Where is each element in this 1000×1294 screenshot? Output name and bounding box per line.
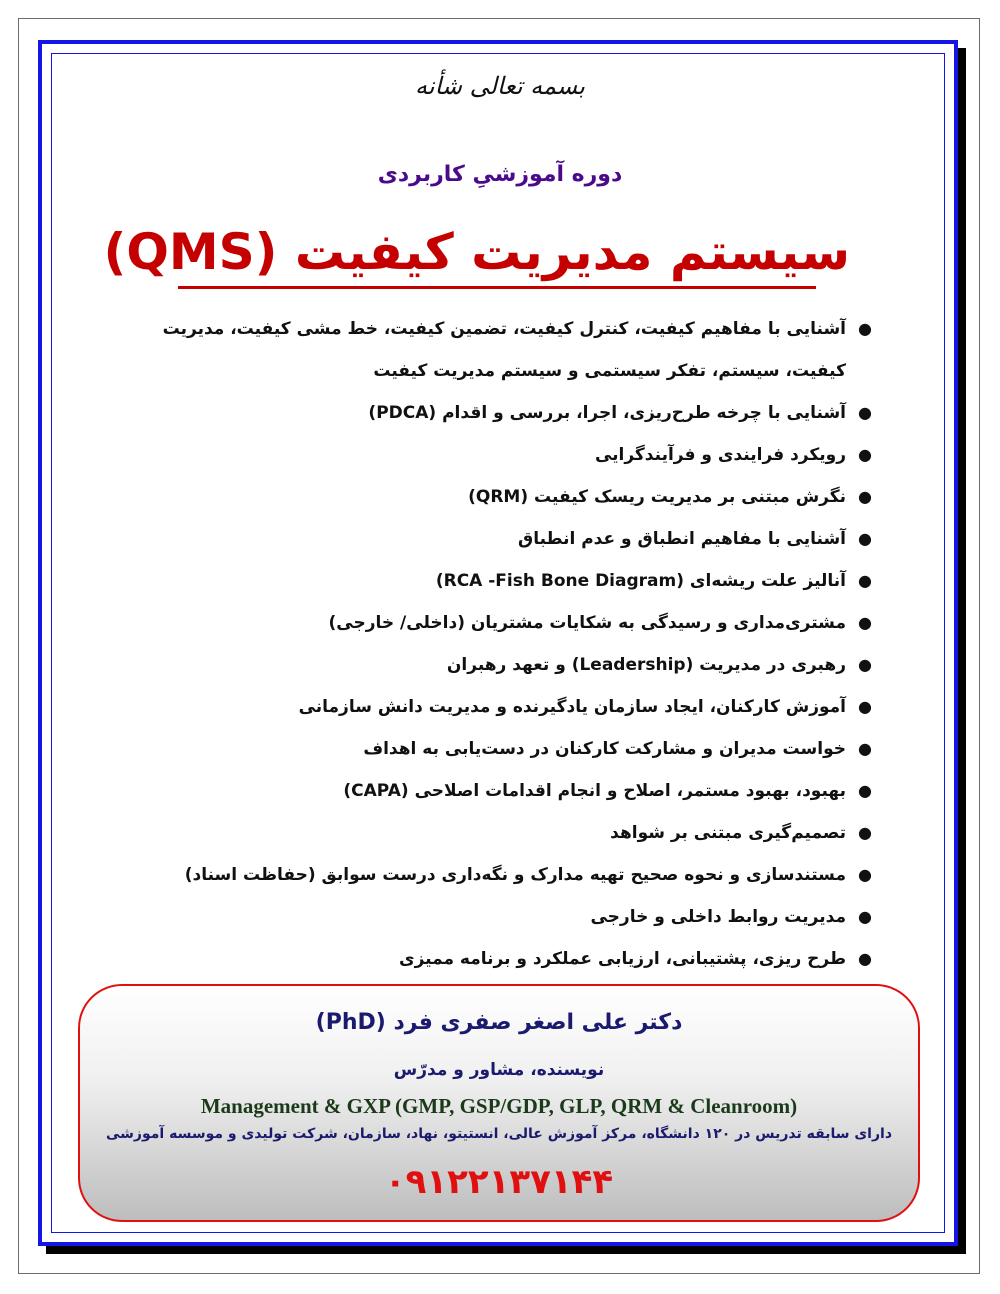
topic-item	[112, 434, 872, 476]
bullet-icon: ●	[858, 823, 872, 842]
course-title: سیستم مدیریت کیفیت (QMS)	[103, 223, 850, 281]
topic-text: آموزش کارکنان، ایجاد سازمان یادگیرنده و مدیریت دانش سازمانی	[298, 697, 846, 717]
course-subtitle: دوره آموزشیِ کاربردی	[377, 162, 623, 187]
topic-item	[112, 392, 872, 434]
instructor-fields: Management & GXP (GMP, GSP/GDP, GLP, QRM & Cleanroom)	[200, 1094, 798, 1118]
topic-text: آشنایی با مفاهیم کیفیت، کنترل کیفیت، تضمین کیفیت، خط مشی کیفیت، مدیریت کیفیت، سیستم، تفکر سیستمی و سیستم مدیریت کیفیت	[162, 319, 846, 381]
topic-text: طرح ریزی، پشتیبانی، ارزیابی عملکرد و برنامه ممیزی	[398, 949, 846, 969]
topic-text: آنالیز علت ریشه‌ای (RCA -Fish Bone Diagram)	[435, 571, 846, 591]
topic-item	[112, 308, 872, 392]
instructor-name: دکتر علی اصغر صفری فرد (PhD)	[315, 1010, 683, 1035]
topic-item	[112, 896, 872, 938]
contact-phone[interactable]: ۰۹۱۲۲۱۳۷۱۴۴	[384, 1162, 614, 1202]
topic-text: آشنایی با مفاهیم انطباق و عدم انطباق	[518, 529, 846, 549]
bullet-icon: ●	[858, 697, 872, 716]
bullet-icon: ●	[858, 781, 872, 800]
topic-text: مشتری‌مداری و رسیدگی به شکایات مشتریان (داخلی/ خارجی)	[328, 613, 846, 633]
bullet-icon: ●	[858, 529, 872, 548]
bullet-icon: ●	[858, 865, 872, 884]
bullet-icon: ●	[858, 319, 872, 338]
instructor-box	[78, 984, 920, 1222]
bullet-icon: ●	[858, 487, 872, 506]
bullet-icon: ●	[858, 403, 872, 422]
topic-item	[112, 602, 872, 644]
bullet-icon: ●	[858, 655, 872, 674]
topic-text: آشنایی با چرخه طرح‌ریزی، اجرا، بررسی و اقدام (PDCA)	[368, 403, 846, 423]
topic-text: رویکرد فرایندی و فرآیندگرایی	[594, 445, 846, 465]
bullet-icon: ●	[858, 949, 872, 968]
bullet-icon: ●	[858, 445, 872, 464]
topic-item	[112, 854, 872, 896]
bullet-icon: ●	[858, 739, 872, 758]
topic-item	[112, 560, 872, 602]
topic-item	[112, 728, 872, 770]
topic-item	[112, 518, 872, 560]
basmala-heading: بسمه تعالی شأنه	[415, 72, 585, 100]
topic-item	[112, 812, 872, 854]
topic-text: مستندسازی و نحوه صحیح تهیه مدارک و نگه‌داری درست سوابق (حفاظت اسناد)	[184, 865, 846, 885]
topic-text: رهبری در مدیریت (Leadership) و تعهد رهبران	[446, 655, 846, 675]
topic-item	[112, 476, 872, 518]
topic-text: مدیریت روابط داخلی و خارجی	[590, 907, 846, 927]
topic-item	[112, 770, 872, 812]
bullet-icon: ●	[858, 613, 872, 632]
topic-text: خواست مدیران و مشارکت کارکنان در دست‌یابی به اهداف	[363, 739, 846, 759]
bullet-icon: ●	[858, 571, 872, 590]
topic-item	[112, 644, 872, 686]
topic-item	[112, 938, 872, 980]
course-topic-list	[112, 308, 872, 980]
topic-text: نگرش مبتنی بر مدیریت ریسک کیفیت (QRM)	[468, 487, 846, 507]
topic-text: بهبود، بهبود مستمر، اصلاح و انجام اقدامات اصلاحی (CAPA)	[343, 781, 846, 801]
instructor-experience: دارای سابقه تدریس در ۱۲۰ دانشگاه، مرکز آموزش عالی، انستیتو، نهاد، سازمان، شرکت تولیدی و موسسه آموزشی	[105, 1126, 893, 1142]
topic-text: تصمیم‌گیری مبتنی بر شواهد	[610, 823, 846, 843]
instructor-role: نویسنده، مشاور و مدرّس	[393, 1060, 605, 1080]
topic-item	[112, 686, 872, 728]
title-underline	[178, 286, 816, 289]
bullet-icon: ●	[858, 907, 872, 926]
